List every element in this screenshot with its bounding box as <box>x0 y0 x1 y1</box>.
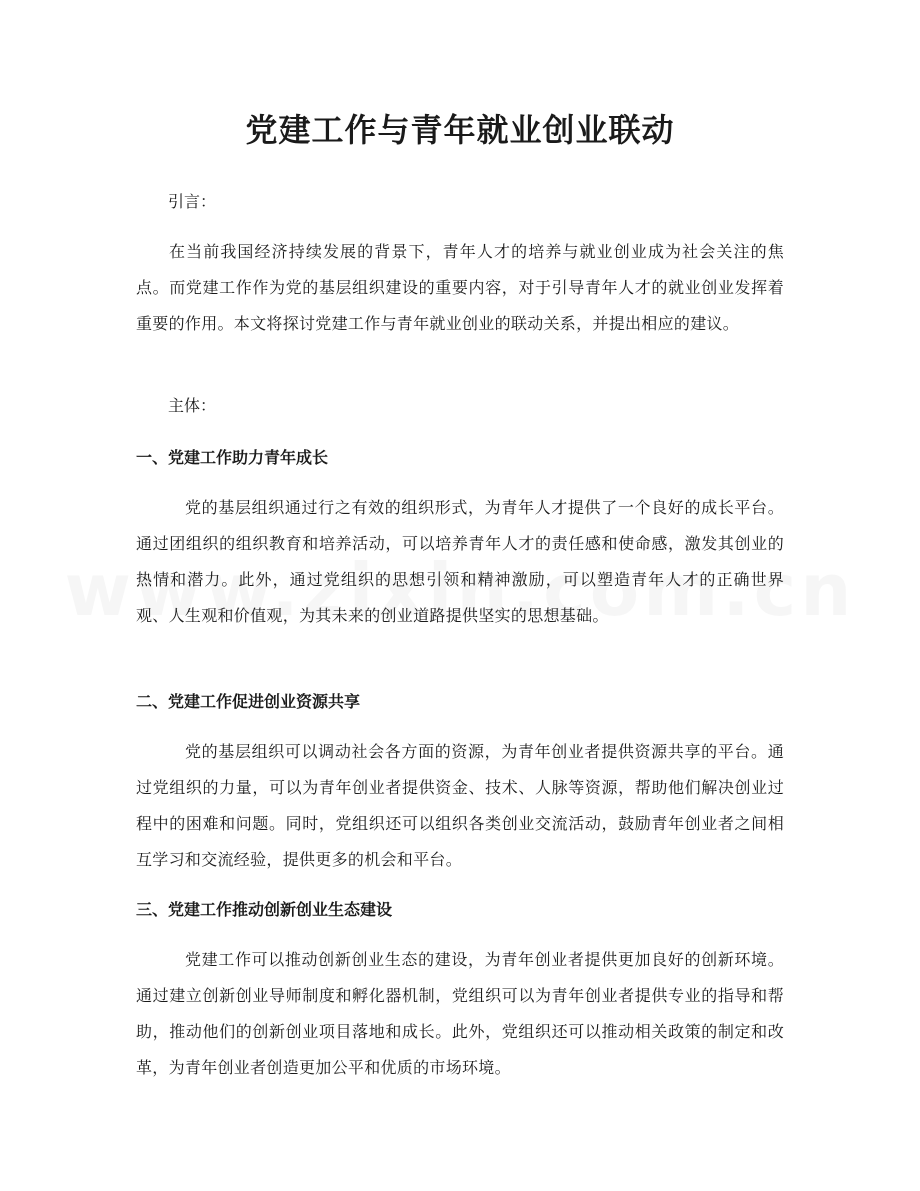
body-label: 主体： <box>168 396 217 415</box>
section-paragraph-2: 党的基层组织可以调动社会各方面的资源，为青年创业者提供资源共享的平台。通过党组织的力量，可以为青年创业者提供资金、技术、人脉等资源，帮助他们解决创业过程中的困难和问题。同时，党组织还可以组织各类创业交流活动，鼓励青年创业者之间相互学习和交流经验，提供更多的机会和平台。 <box>136 742 784 869</box>
section-paragraph-1: 党的基层组织通过行之有效的组织形式，为青年人才提供了一个良好的成长平台。通过团组织的组织教育和培养活动，可以培养青年人才的责任感和使命感，激发其创业的热情和潜力。此外，通过党组织的思想引领和精神激励，可以塑造青年人才的正确世界观、人生观和价值观，为其未来的创业道路提供坚实的思想基础。 <box>136 498 784 625</box>
section-heading-3: 三、党建工作推动创新创业生态建设 <box>136 900 393 919</box>
section-paragraph-3: 党建工作可以推动创新创业生态的建设，为青年创业者提供更加良好的创新环境。通过建立创新创业导师制度和孵化器机制，党组织可以为青年创业者提供专业的指导和帮助，推动他们的创新创业项目落地和成长。此外，党组织还可以推动相关政策的制定和改革，为青年创业者创造更加公平和优质的市场环境。 <box>136 950 784 1077</box>
document-title: 党建工作与青年就业创业联动 <box>245 111 675 149</box>
intro-label: 引言： <box>168 192 217 211</box>
section-heading-2: 二、党建工作促进创业资源共享 <box>136 692 361 711</box>
section-heading-1: 一、党建工作助力青年成长 <box>136 448 329 467</box>
intro-paragraph: 在当前我国经济持续发展的背景下，青年人才的培养与就业创业成为社会关注的焦点。而党建工作作为党的基层组织建设的重要内容，对于引导青年人才的就业创业发挥着重要的作用。本文将探讨党建工作与青年就业创业的联动关系，并提出相应的建议。 <box>136 242 784 333</box>
